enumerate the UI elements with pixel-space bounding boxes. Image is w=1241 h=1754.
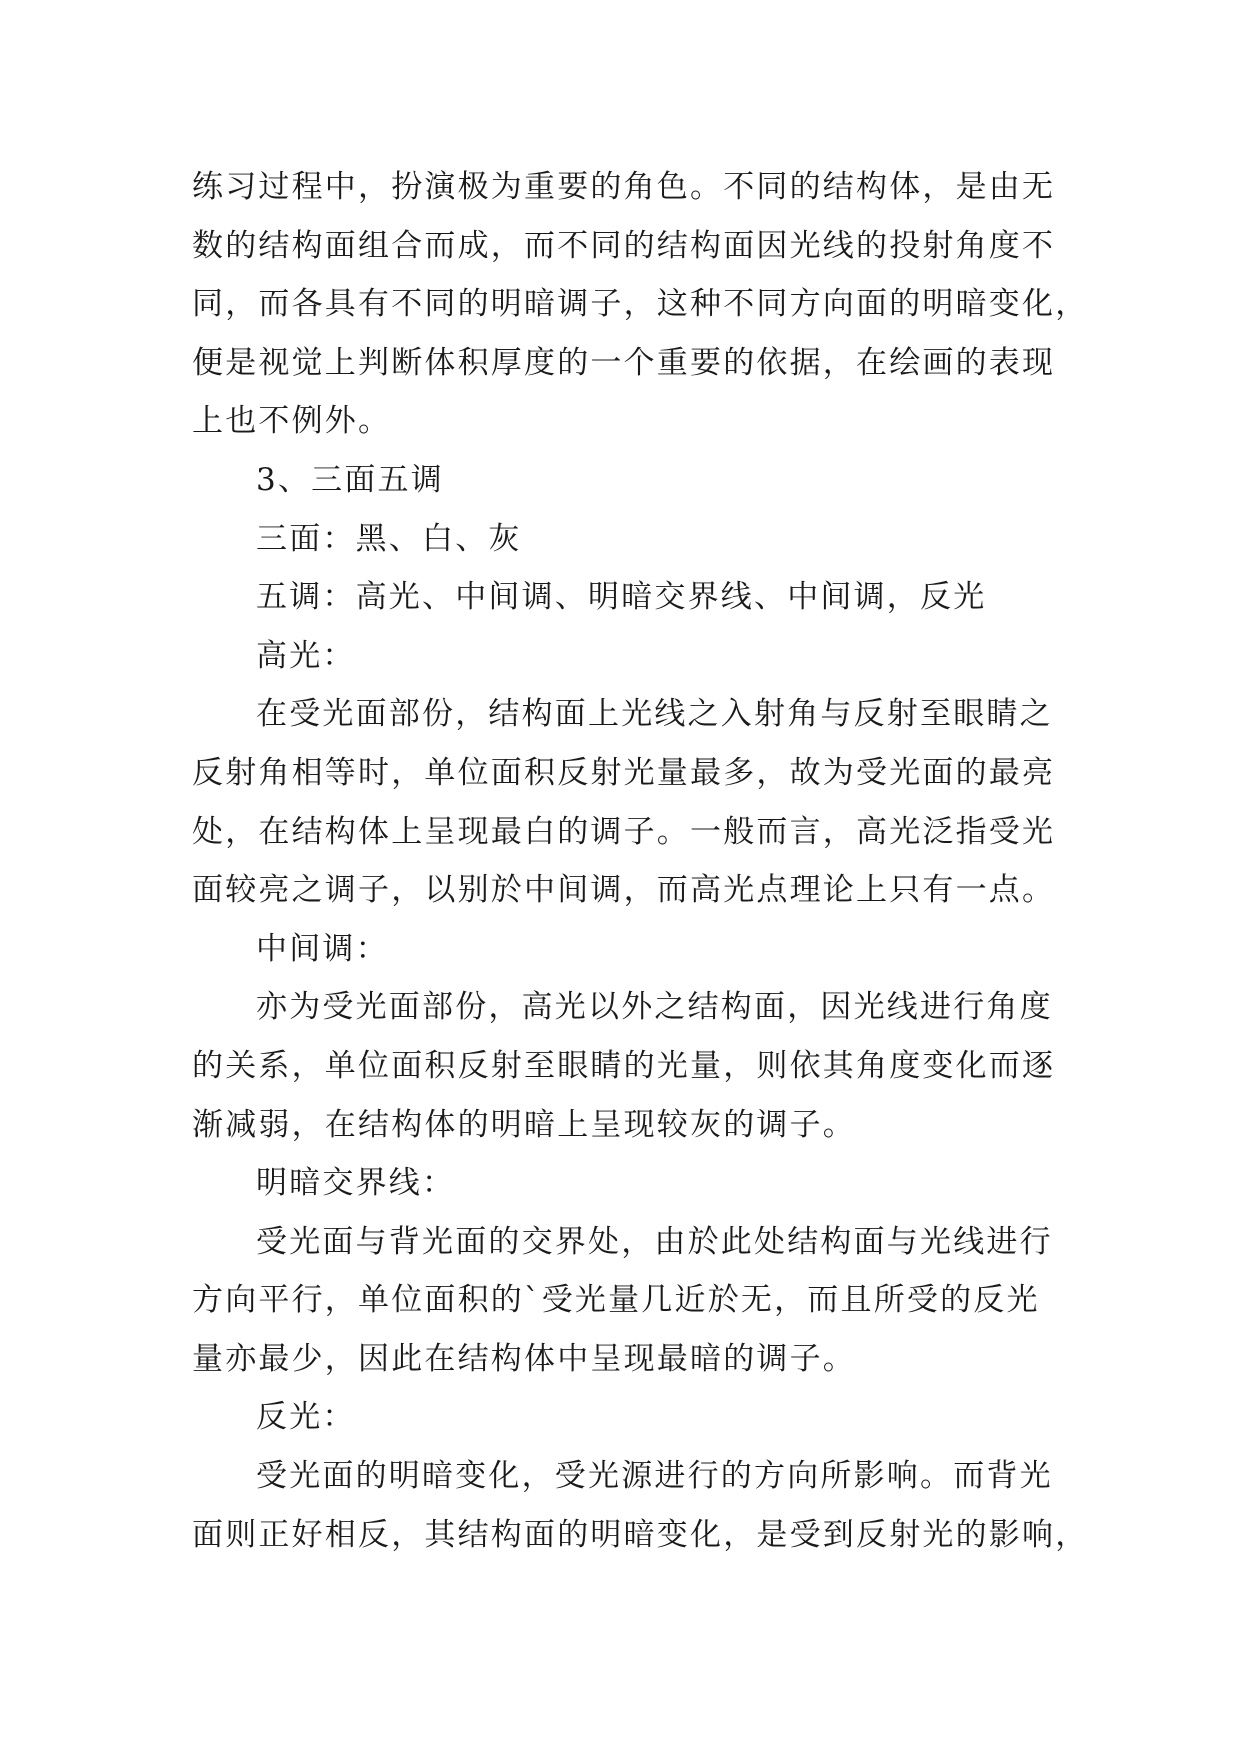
text-line: 三面：黑、白、灰 <box>256 520 522 557</box>
text-line: 处，在结构体上呈现最白的调子。一般而言，高光泛指受光 <box>192 813 1056 850</box>
text-line: 上也不例外。 <box>192 403 392 440</box>
text-line: 渐减弱，在结构体的明暗上呈现较灰的调子。 <box>192 1106 856 1143</box>
text-line: 面较亮之调子，以别於中间调，而高光点理论上只有一点。 <box>192 872 1056 909</box>
subheading-terminator: 明暗交界线： <box>256 1165 456 1202</box>
text-line: 方向平行，单位面积的`受光量几近於无，而且所受的反光 <box>192 1282 1040 1319</box>
text-line: 五调：高光、中间调、明暗交界线、中间调，反光 <box>256 579 987 616</box>
text-line: 亦为受光面部份，高光以外之结构面，因光线进行角度 <box>256 989 1053 1026</box>
text-line: 数的结构面组合而成，而不同的结构面因光线的投射角度不 <box>192 227 1056 264</box>
text-line: 面则正好相反，其结构面的明暗变化，是受到反射光的影响， <box>192 1516 1089 1553</box>
subheading-midtone: 中间调： <box>256 930 389 967</box>
text-line: 受光面的明暗变化，受光源进行的方向所影响。而背光 <box>256 1458 1053 1495</box>
document-body <box>192 158 1089 1564</box>
text-line: 的关系，单位面积反射至眼睛的光量，则依其角度变化而逐 <box>192 1047 1056 1084</box>
text-line: 反射角相等时，单位面积反射光量最多，故为受光面的最亮 <box>192 754 1056 791</box>
subheading-reflected-light: 反光： <box>256 1399 356 1436</box>
text-line: 在受光面部份，结构面上光线之入射角与反射至眼睛之 <box>256 696 1053 733</box>
text-line: 受光面与背光面的交界处，由於此处结构面与光线进行 <box>256 1223 1053 1260</box>
text-line: 便是视觉上判断体积厚度的一个重要的依据，在绘画的表现 <box>192 344 1056 381</box>
text-line: 同，而各具有不同的明暗调子，这种不同方向面的明暗变化， <box>192 286 1089 323</box>
text-line: 量亦最少，因此在结构体中呈现最暗的调子。 <box>192 1340 856 1377</box>
text-line: 练习过程中，扮演极为重要的角色。不同的结构体，是由无 <box>192 169 1056 205</box>
subheading-highlight: 高光： <box>256 637 356 674</box>
section-heading: 3、三面五调 <box>256 461 444 498</box>
